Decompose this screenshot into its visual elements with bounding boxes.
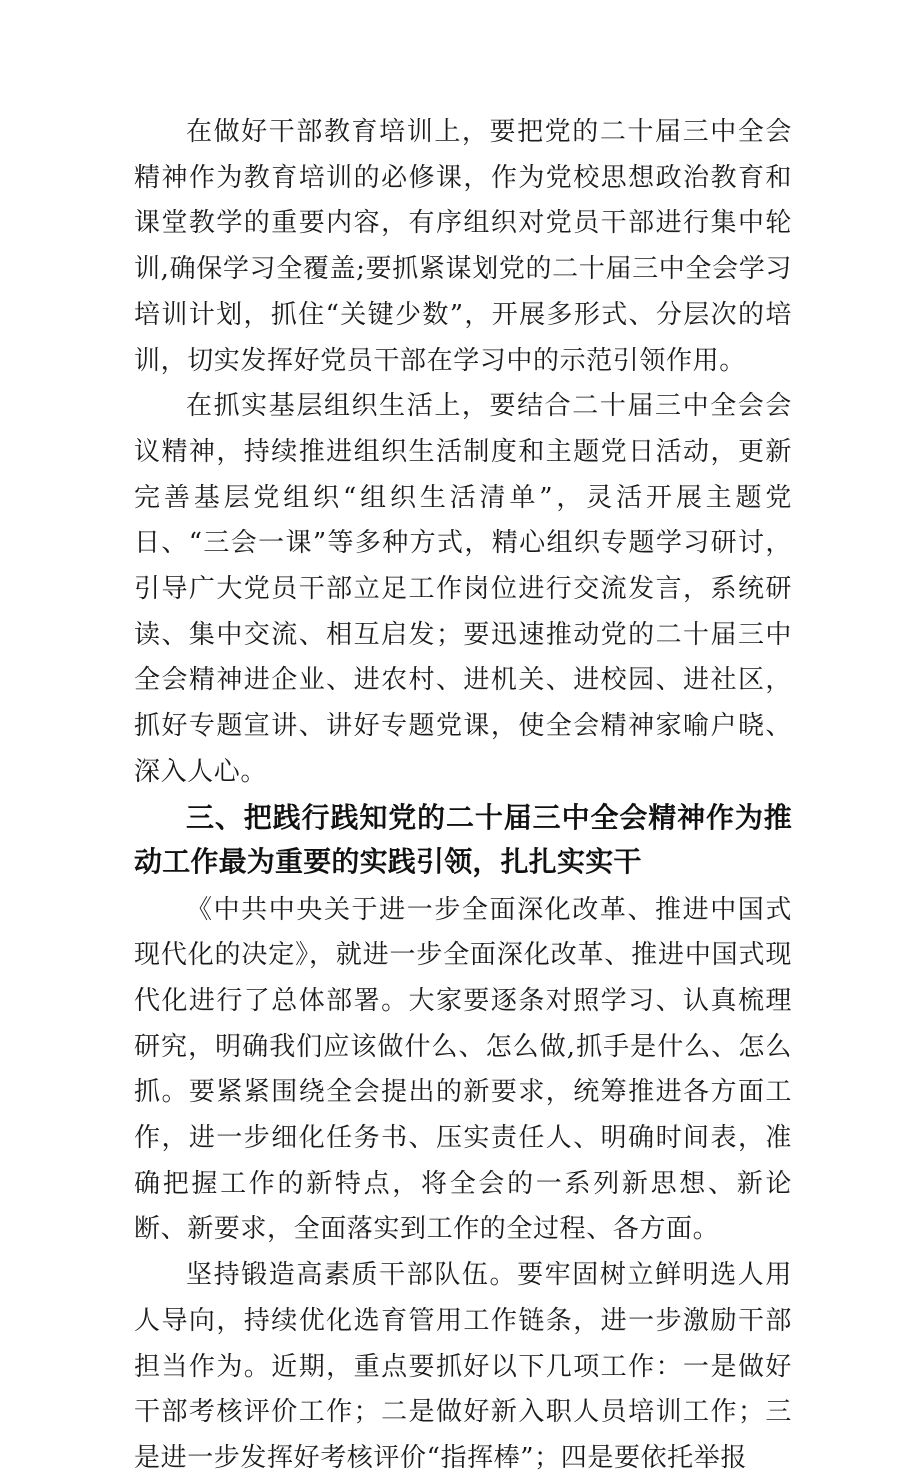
paragraph-grassroots-organization: 在抓实基层组织生活上，要结合二十届三中全会会议精神，持续推进组织生活制度和主题党日活动，更新完善基层党组织“组织生活清单”，灵活开展主题党日、“三会一课”等多种方式，精心组织专题学习研讨，引导广大党员干部立足工作岗位进行交流发言，系统研读、集中交流、相互启发；要迅速推动党的二十届三中全会精神进企业、进农村、进机关、进校园、进社区，抓好专题宣讲、讲好专题党课，使全会精神家喻户晓、深入人心。	[134, 391, 792, 787]
paragraph-cadre-team: 坚持锻造高素质干部队伍。要牢固树立鲜明选人用人导向，持续优化选育管用工作链条，进一步激励干部担当作为。近期，重点要抓好以下几项工作：一是做好干部考核评价工作；二是做好新入职人员培训工作；三是进一步发挥好考核评价“指挥棒”；四是要依托举报	[134, 1260, 792, 1473]
paragraph-decision-deployment: 《中共中央关于进一步全面深化改革、推进中国式现代化的决定》，就进一步全面深化改革、推进中国式现代化进行了总体部署。大家要逐条对照学习、认真梳理研究，明确我们应该做什么、怎么做,抓手是什么、怎么抓。要紧紧围绕全会提出的新要求，统筹推进各方面工作，进一步细化任务书、压实责任人、明确时间表，准确把握工作的新特点，将全会的一系列新思想、新论断、新要求，全面落实到工作的全过程、各方面。	[134, 894, 792, 1245]
paragraph-cadre-training: 在做好干部教育培训上，要把党的二十届三中全会精神作为教育培训的必修课，作为党校思想政治教育和课堂教学的重要内容，有序组织对党员干部进行集中轮训,确保学习全覆盖;要抓紧谋划党的二十届三中全会学习培训计划，抓住“关键少数”，开展多形式、分层次的培训，切实发挥好党员干部在学习中的示范引领作用。	[134, 117, 792, 376]
section-heading: 三、把践行践知党的二十届三中全会精神作为推动工作最为重要的实践引领，扎扎实实干	[134, 800, 792, 878]
